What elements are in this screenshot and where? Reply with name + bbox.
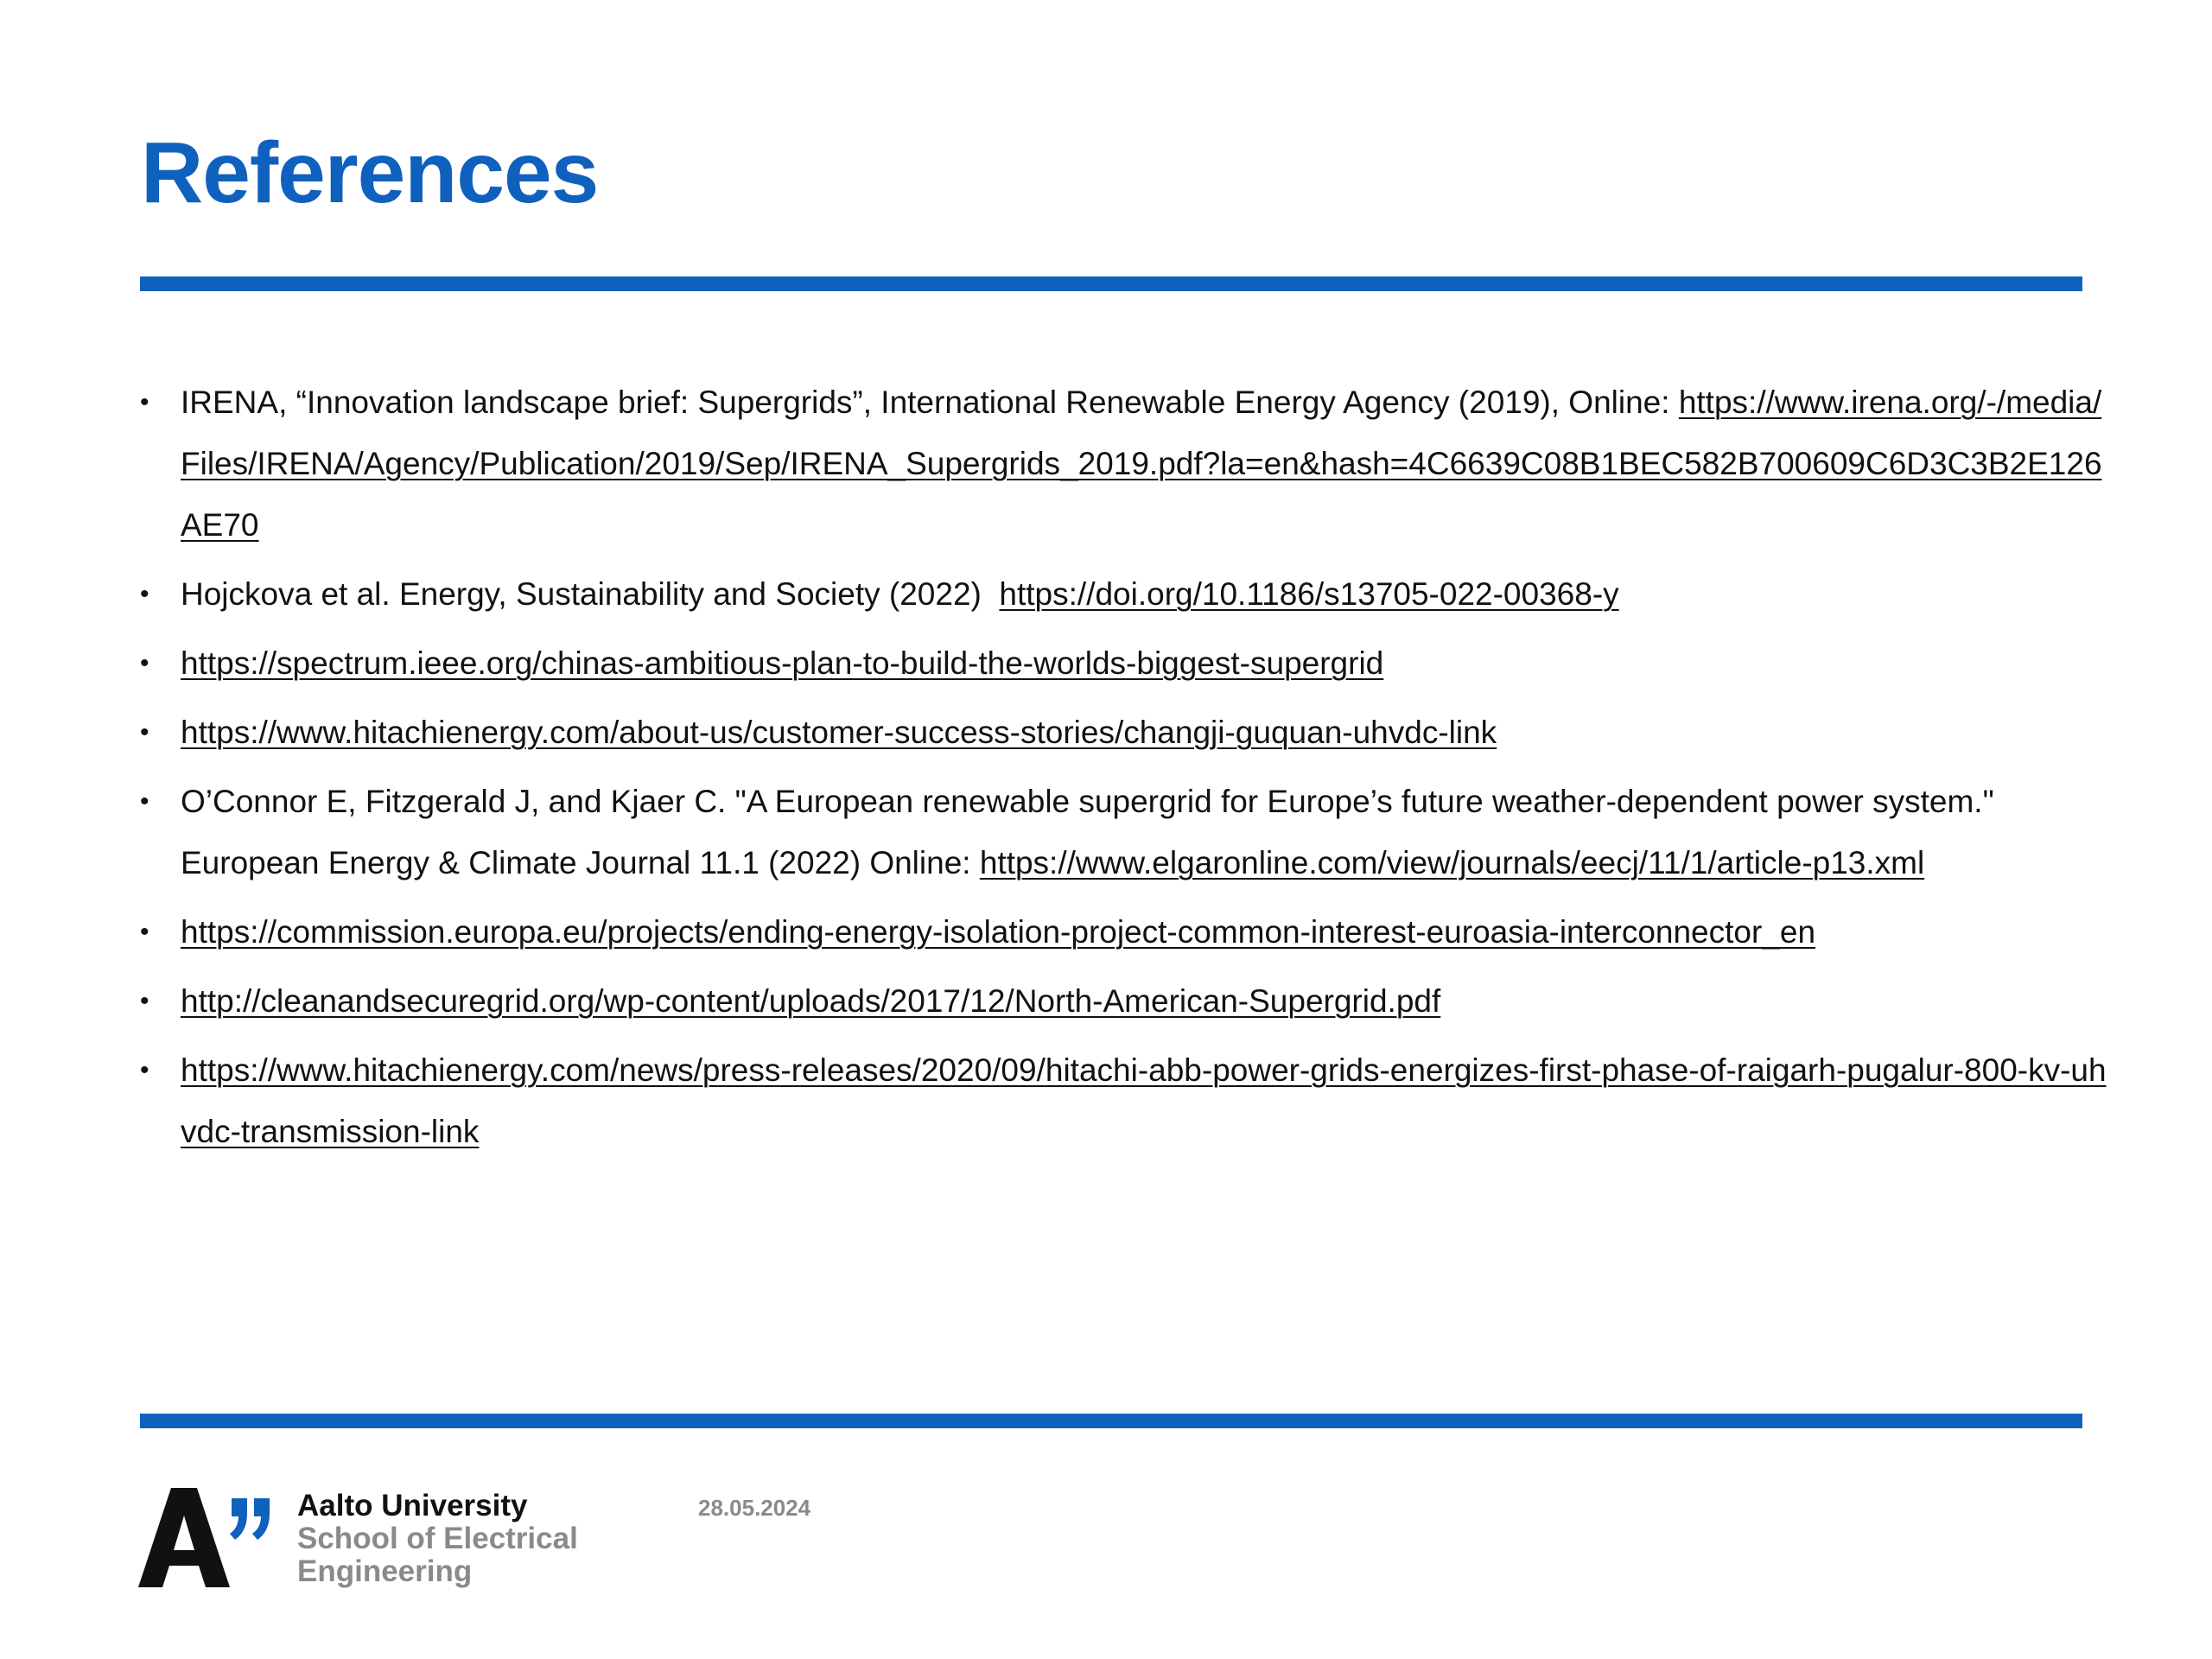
reference-text: IRENA, “Innovation landscape brief: Supergrids”, International Renewable Energy Agency (2019), Online: (181, 385, 1679, 420)
list-item (140, 372, 2119, 556)
footer-organization (297, 1490, 578, 1588)
list-item (140, 970, 2119, 1032)
bullet: • (140, 718, 149, 747)
bullet: • (140, 388, 149, 416)
bullet: • (140, 987, 149, 1015)
reference-text: Hojckova et al. Energy, Sustainability and Society (2022) (181, 576, 1000, 612)
reference-link[interactable]: https://www.irena.org/-/media/Files/IRENA/Agency/Publication/2019/Sep/IRENA_Supergrids_2019.pdf?la=en&hash=4C6639C08B1BEC582B700609C6D3C3B2E126AE70 (181, 385, 2102, 543)
reference-link[interactable]: https://www.hitachienergy.com/news/press-releases/2020/09/hitachi-abb-power-grids-energizes-first-phase-of-raigarh-pugalur-800-kv-uhvdc-transmission-link (181, 1052, 2107, 1149)
list-item (140, 632, 2119, 694)
reference-link[interactable]: https://commission.europa.eu/projects/ending-energy-isolation-project-common-interest-euroasia-interconnector_en (181, 914, 1816, 950)
list-item (140, 1039, 2119, 1162)
bullet: • (140, 1056, 149, 1084)
page-title: References (141, 124, 599, 221)
reference-link[interactable]: https://spectrum.ieee.org/chinas-ambitious-plan-to-build-the-worlds-biggest-supergrid (181, 645, 1384, 681)
school-name-line-2: Engineering (297, 1554, 473, 1588)
aalto-a-logo-icon (138, 1488, 276, 1587)
reference-text: O’Connor E, Fitzgerald J, and Kjaer C. "A European renewable supergrid for Europe’s future weather-dependent power system." European Energy & Climate Journal 11.1 (2022) Online: (181, 784, 1994, 880)
bullet: • (140, 649, 149, 677)
slide-date: 28.05.2024 (698, 1495, 811, 1521)
bullet: • (140, 580, 149, 608)
list-item (140, 702, 2119, 763)
list-item (140, 901, 2119, 963)
list-item (140, 563, 2119, 625)
header-divider (140, 276, 2082, 291)
reference-list (140, 372, 2119, 1170)
reference-link[interactable]: https://www.elgaronline.com/view/journals/eecj/11/1/article-p13.xml (979, 845, 1925, 880)
reference-link[interactable]: https://doi.org/10.1186/s13705-022-00368-y (999, 576, 1619, 612)
bullet: • (140, 787, 149, 816)
reference-link[interactable]: http://cleanandsecuregrid.org/wp-content/uploads/2017/12/North-American-Supergrid.pdf (181, 983, 1441, 1019)
footer-divider (140, 1414, 2082, 1428)
school-name-line-1: School of Electrical (297, 1522, 578, 1555)
bullet: • (140, 918, 149, 946)
reference-link[interactable]: https://www.hitachienergy.com/about-us/customer-success-stories/changji-guquan-uhvdc-link (181, 715, 1497, 750)
list-item (140, 771, 2119, 893)
university-name: Aalto University (297, 1489, 528, 1522)
